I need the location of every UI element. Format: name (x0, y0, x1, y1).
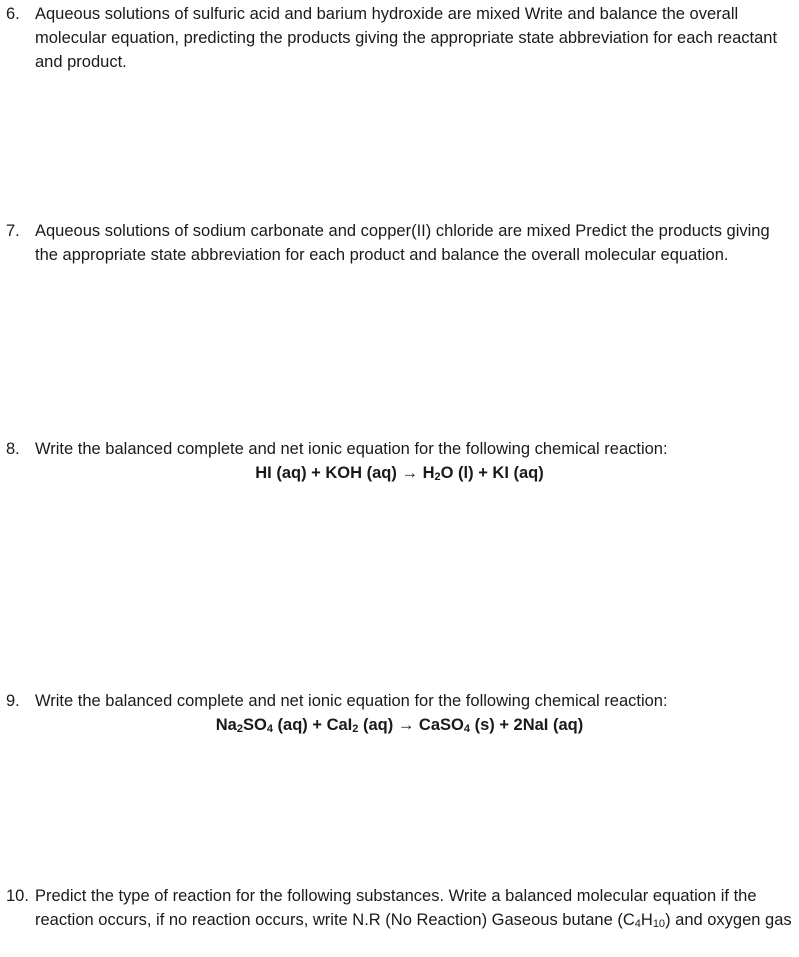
question-number: 10. (6, 887, 29, 905)
equation-product-text: (s) + 2NaI (aq) (469, 716, 584, 734)
question-number: 6. (6, 5, 20, 23)
equation-product-text: CaSO (418, 716, 464, 734)
question-7 (0, 219, 799, 267)
question-text: Aqueous solutions of sodium carbonate and copper(II) chloride are mixed Predict the products giving the appropriate state abbreviation for each product and balance the overall molecular equation. (35, 222, 770, 264)
question-10 (0, 884, 799, 932)
equation-product-text: H (422, 464, 435, 482)
question-text (35, 884, 795, 932)
question-text-part: H (640, 911, 653, 929)
question-text: Write the balanced complete and net ionic equation for the following chemical reaction: (35, 692, 668, 710)
question-text-part: ) and oxygen gas (665, 911, 792, 929)
question-number: 8. (6, 440, 20, 458)
chemical-equation (0, 461, 799, 485)
equation-product-text: O (l) + KI (aq) (440, 464, 544, 482)
equation-reactant-text: (aq) + CaI (272, 716, 353, 734)
subscript: 4 (463, 723, 470, 735)
subscript: 4 (634, 918, 641, 930)
reaction-arrow-icon: → (401, 464, 418, 482)
equation-reactant-text: (aq) (358, 716, 394, 734)
subscript: 10 (652, 918, 666, 930)
equation-reactants: HI (aq) + KOH (aq) (255, 464, 397, 482)
subscript: 2 (352, 723, 359, 735)
equation-reactant-text: Na (215, 716, 237, 734)
question-text: Aqueous solutions of sulfuric acid and barium hydroxide are mixed Write and balance the overall molecular equation, predicting the products giving the appropriate state abbreviation for each reactant and product. (35, 5, 778, 71)
subscript: 2 (236, 723, 243, 735)
reaction-arrow-icon: → (397, 716, 415, 734)
question-8 (0, 437, 799, 485)
question-text: Write the balanced complete and net ionic equation for the following chemical reaction: (35, 440, 668, 458)
question-number: 7. (6, 222, 20, 240)
question-9 (0, 689, 799, 737)
question-number: 9. (6, 692, 20, 710)
chemical-equation (0, 713, 799, 737)
question-6 (0, 2, 799, 74)
question-text-part: Predict the type of reaction for the following substances. Write a balanced molecular equation if the reaction occurs, if no reaction occurs, write N.R (No Reaction) Gaseous butane (C (35, 887, 757, 929)
subscript: 2 (434, 471, 441, 483)
subscript: 4 (266, 723, 273, 735)
equation-reactant-text: SO (242, 716, 267, 734)
